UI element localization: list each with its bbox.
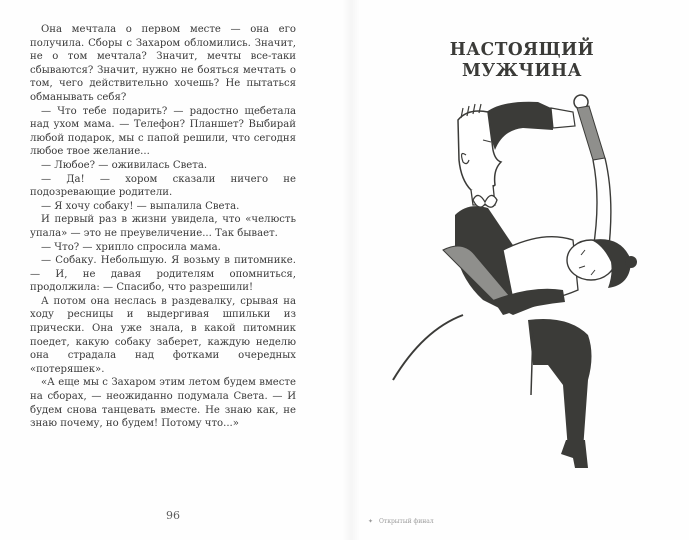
- paragraph: Она мечтала о первом месте — она его получила. Сборы с Захаром обломились. Значит, не о том мечтала? Значит, мечты все-таки сбываются? Значит, нужно не бояться мечтать о том, чего действительно хочешь? Не пытаться обманывать себя?: [30, 24, 296, 103]
- paragraph: — Я хочу собаку! — выпалила Света.: [41, 200, 240, 212]
- paragraph: — Любое? — оживилась Света.: [41, 159, 208, 171]
- paragraph: А потом она неслась в раздевалку, срывая на ходу ресницы и выдергивая шпильки из прически. Она уже знала, в какой питомник поедет, какую собаку заберет, каждую неделю она страдала над фотками очередных «потеряшек».: [30, 295, 296, 375]
- paragraph: — Да! — хором сказали ничего не подозревающие родители.: [30, 173, 296, 199]
- paragraph: — Что тебе подарить? — радостно щебетала над ухом мама. — Телефон? Планшет? Выбирай любой подарок, мы с папой решили, что сегодня любое твое желание...: [30, 105, 296, 158]
- body-text: [30, 23, 296, 431]
- chapter-title: НАСТОЯЩИЙ МУЖЧИНА: [449, 39, 595, 81]
- paragraph: — Что? — хрипло спросила мама.: [41, 241, 221, 253]
- section-mark-icon: ✦: [368, 518, 374, 525]
- running-footer-text: Открытый финал: [378, 518, 434, 525]
- paragraph: «А еще мы с Захаром этим летом будем вместе на сборах, — неожиданно подумала Света. — И будем снова танцевать вместе. Не знаю как, не знаю почему, но будем! Потому что...»: [30, 377, 296, 430]
- dancing-couple-illustration: [363, 90, 663, 490]
- right-page: [345, 0, 689, 540]
- paragraph: — Собаку. Небольшую. Я возьму в питомнике. — И, не давая родителям опомниться, продолжила: — Спасибо, что разрешили!: [30, 255, 296, 294]
- paragraph: И первый раз в жизни увидела, что «челюсть упала» — это не преувеличение... Так бывает.: [30, 214, 296, 239]
- page-number: 96: [166, 509, 180, 522]
- running-footer: [368, 518, 434, 525]
